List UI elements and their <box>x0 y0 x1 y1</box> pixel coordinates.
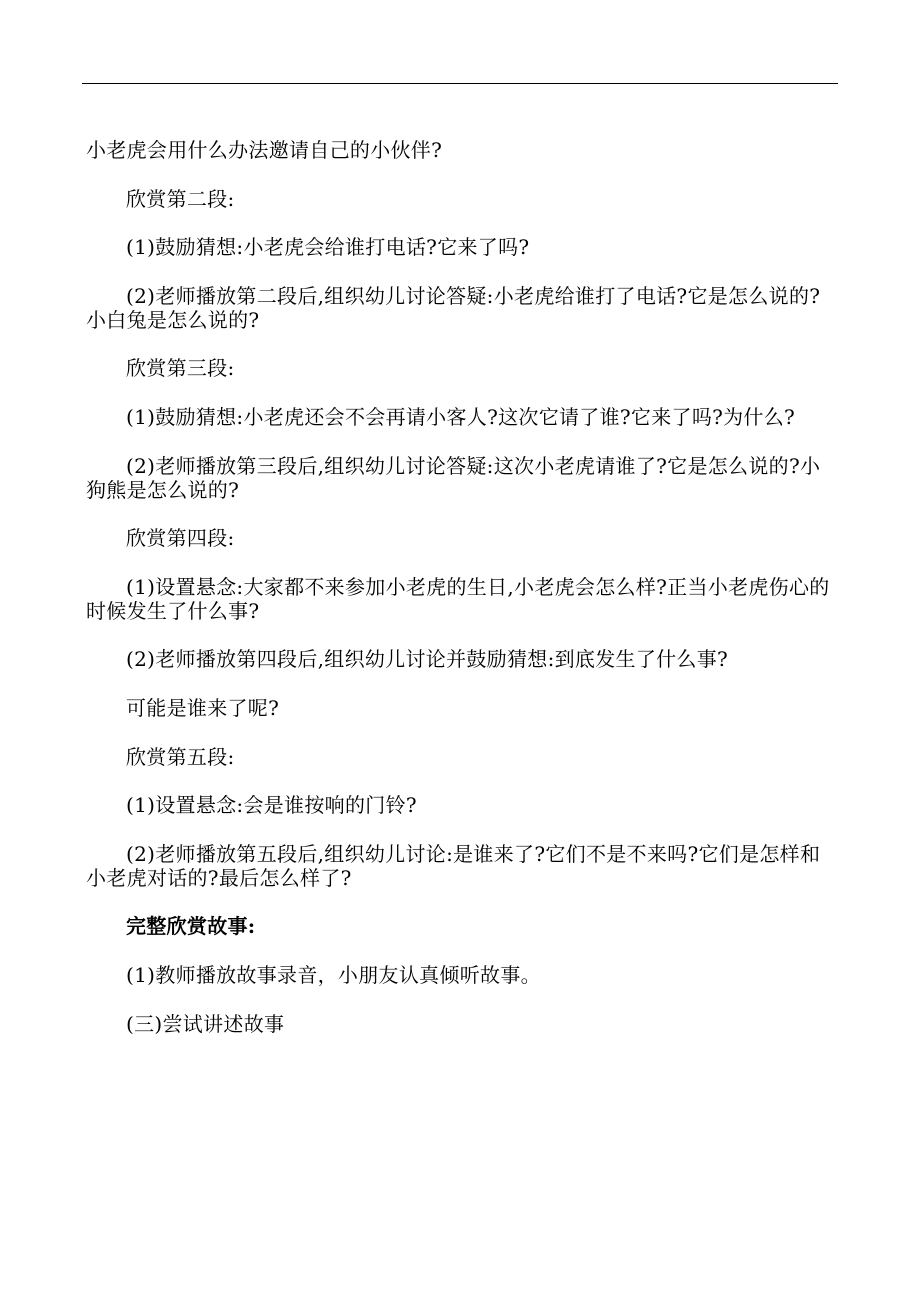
paragraph: 欣赏第五段: <box>126 744 235 769</box>
paragraph: (2)老师播放第五段后,组织幼儿讨论:是谁来了?它们不是不来吗?它们是怎样和小老虎对话的?最后怎么样了? <box>86 841 821 890</box>
paragraph: 欣赏第二段: <box>126 186 235 211</box>
document-body <box>86 138 838 1060</box>
paragraph: (1)鼓励猜想:小老虎还会不会再请小客人?这次它请了谁?它来了吗?为什么? <box>126 404 796 429</box>
header-rule <box>82 83 838 84</box>
paragraph: (三)尝试讲述故事 <box>126 1011 285 1036</box>
paragraph: (2)老师播放第四段后,组织幼儿讨论并鼓励猜想:到底发生了什么事? <box>126 647 729 672</box>
paragraph: (1)教师播放故事录音，小朋友认真倾听故事。 <box>126 962 541 987</box>
paragraph: 完整欣赏故事: <box>126 914 256 939</box>
paragraph: 欣赏第四段: <box>126 526 235 551</box>
paragraph: (1)鼓励猜想:小老虎会给谁打电话?它来了吗? <box>126 235 530 260</box>
paragraph: 可能是谁来了呢? <box>126 695 280 720</box>
paragraph: 欣赏第三段: <box>126 356 235 381</box>
paragraph: (2)老师播放第二段后,组织幼儿讨论答疑:小老虎给谁打了电话?它是怎么说的?小白兔是怎么说的? <box>86 283 821 332</box>
paragraph: 小老虎会用什么办法邀请自己的小伙伴? <box>86 138 443 162</box>
paragraph: (1)设置悬念:会是谁按响的门铃? <box>126 793 417 818</box>
paragraph: (2)老师播放第三段后,组织幼儿讨论答疑:这次小老虎请谁了?它是怎么说的?小狗熊是怎么说的? <box>86 453 821 502</box>
paragraph: (1)设置悬念:大家都不来参加小老虎的生日,小老虎会怎么样?正当小老虎伤心的时候发生了什么事? <box>86 574 830 623</box>
